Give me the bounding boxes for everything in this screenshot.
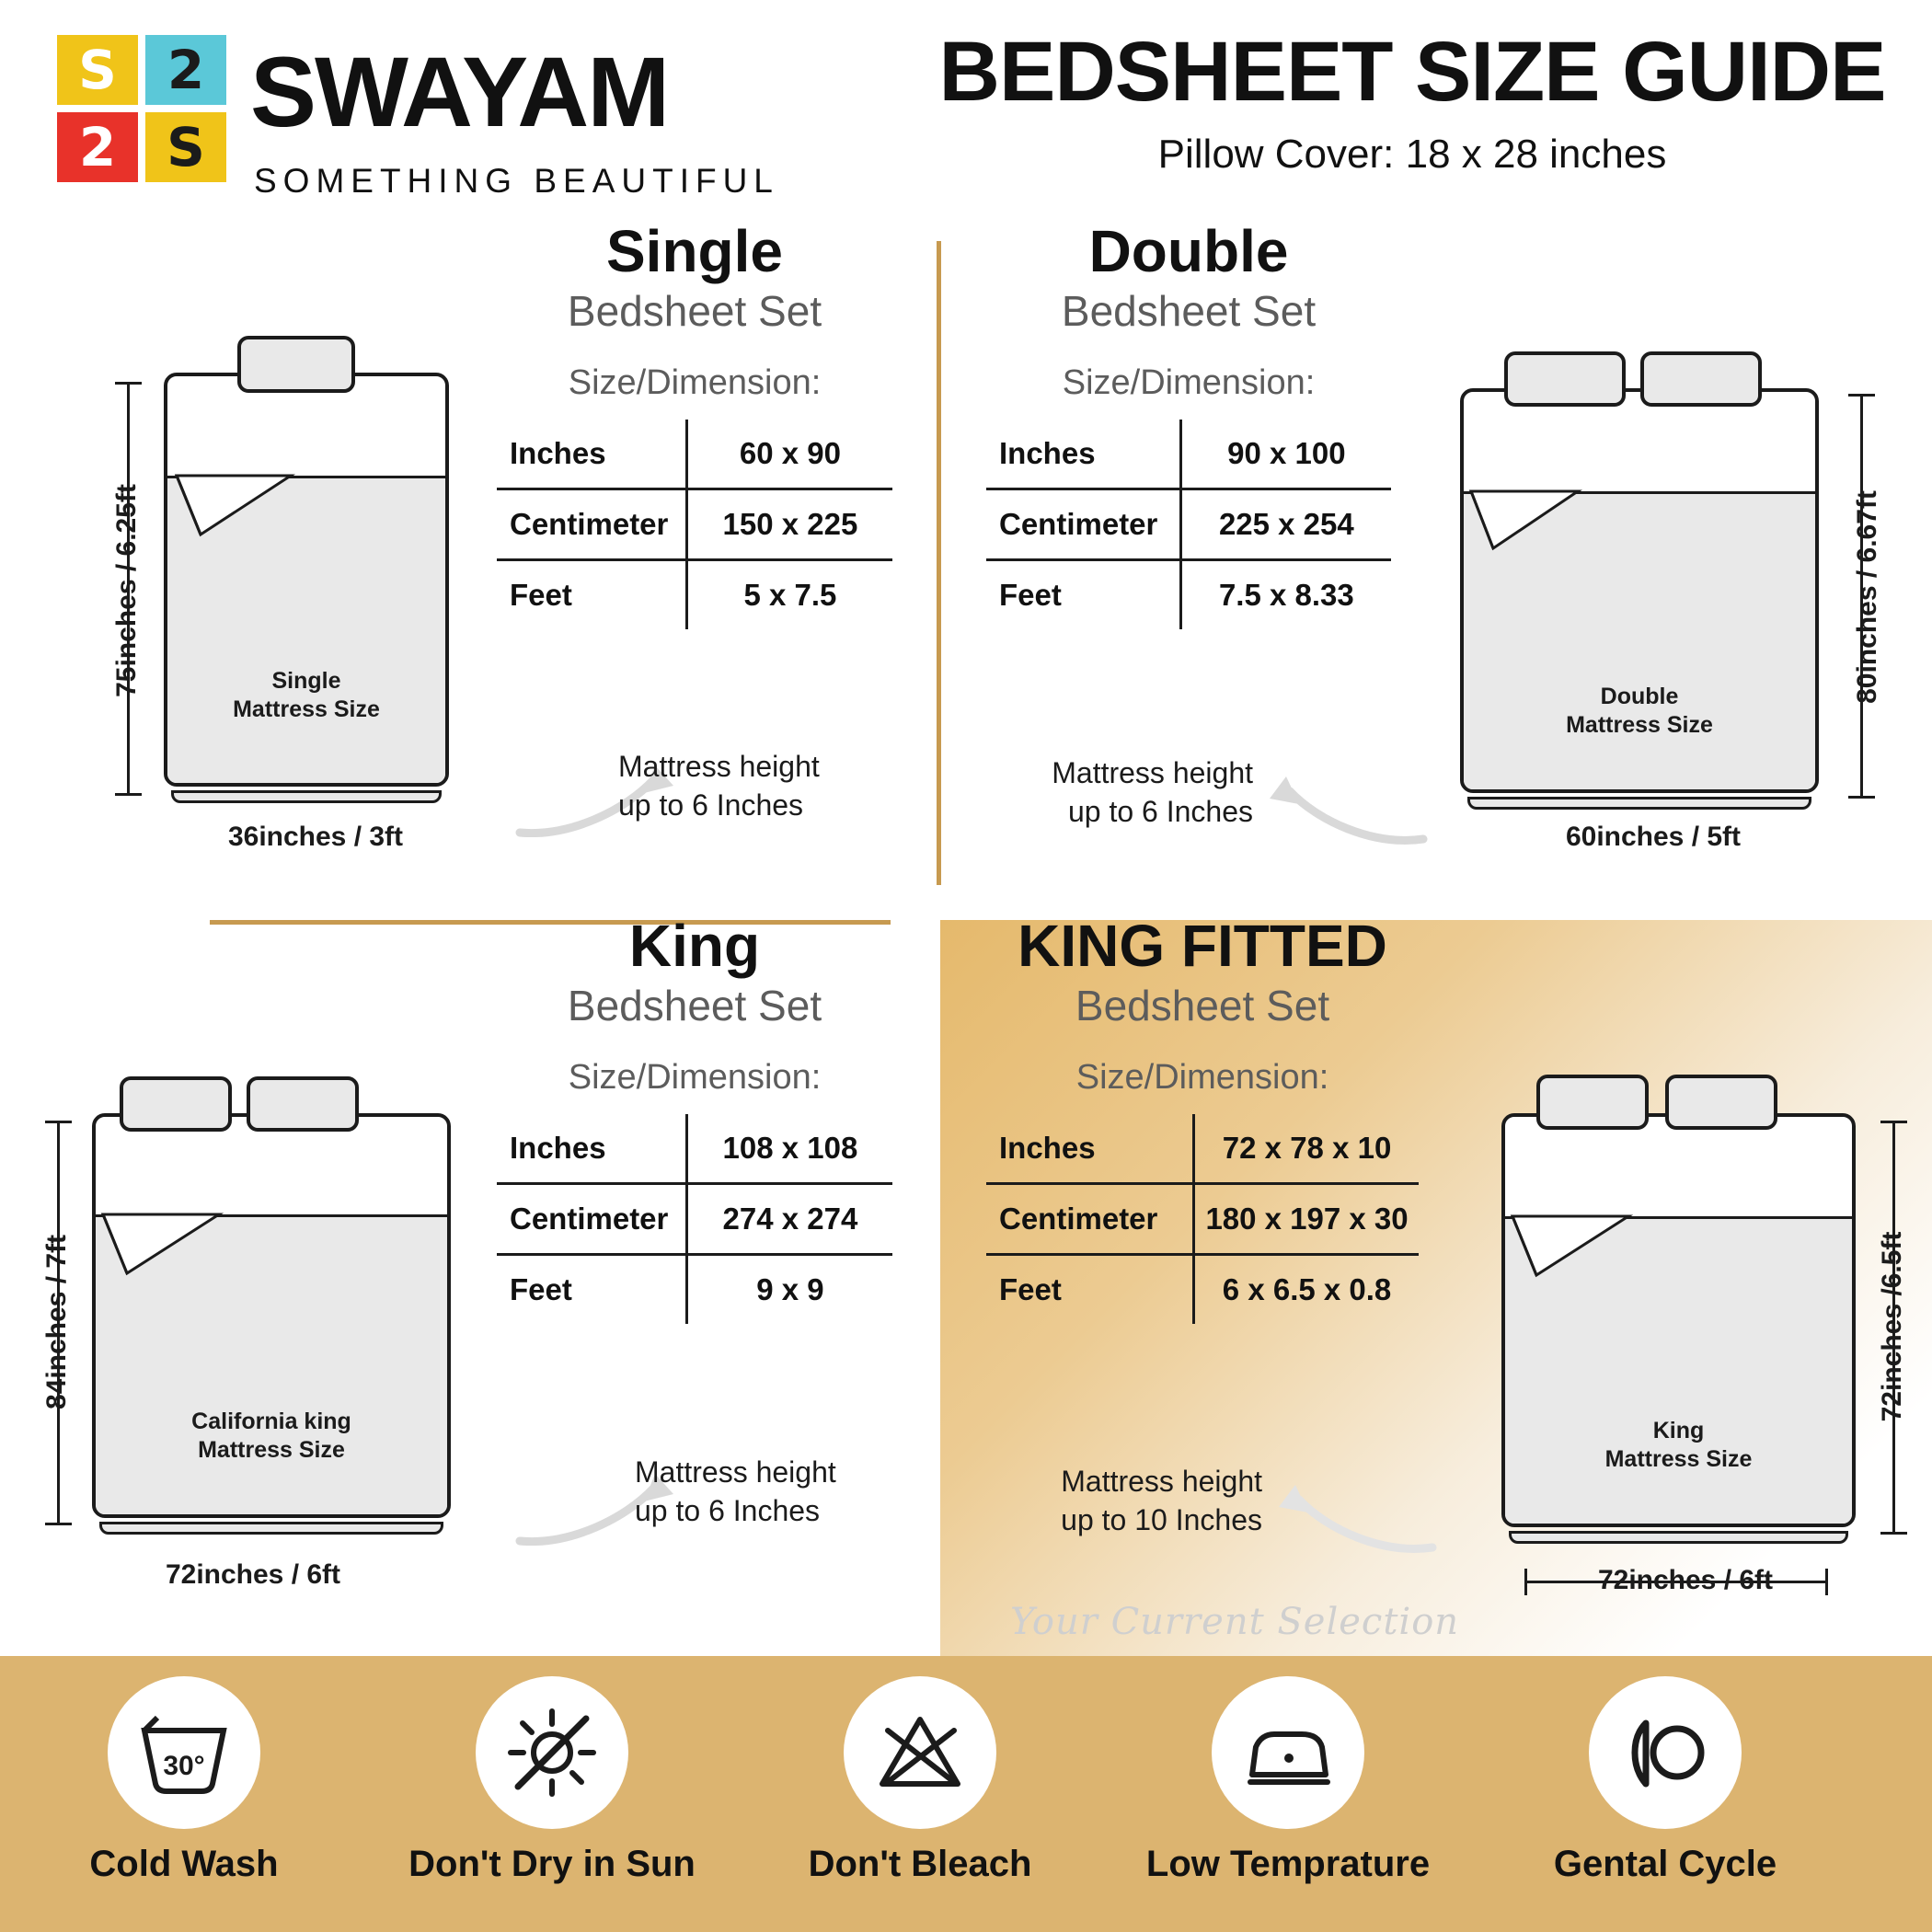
no-sun-dry-icon [476, 1676, 628, 1829]
care-label-gentle-cycle: Gental Cycle [1553, 1844, 1777, 1884]
gentle-cycle-icon [1589, 1676, 1742, 1829]
double-bed-label-line2: Mattress Size [1566, 712, 1713, 739]
double-height-label: 80inches / 6.67ft [1852, 490, 1882, 704]
care-item-no-sun-dry [359, 1676, 745, 1885]
double-pillow-left [1504, 351, 1626, 407]
double-bed-diagram [1460, 388, 1819, 793]
current-selection-note: Your Current Selection [1009, 1601, 1460, 1643]
king-set-label: Bedsheet Set [567, 982, 822, 1030]
table-row [986, 560, 1391, 630]
single-bed-foot [171, 790, 442, 803]
single-row-inches-key: Inches [497, 420, 686, 489]
king-mh-line1: Mattress height [635, 1455, 836, 1489]
table-row [986, 1255, 1419, 1325]
king-fitted-size-dimension-label: Size/Dimension: [1075, 1058, 1329, 1098]
care-item-cold-wash [0, 1676, 377, 1885]
single-row-cm-key: Centimeter [497, 489, 686, 560]
kf-bed-foot [1509, 1531, 1848, 1544]
cold-wash-icon [108, 1676, 260, 1829]
king-pillow-right [247, 1076, 359, 1132]
single-width-label: 36inches / 3ft [164, 822, 467, 853]
low-temperature-iron-icon [1212, 1676, 1364, 1829]
kf-mh-line2: up to 10 Inches [1061, 1502, 1262, 1536]
double-bed-foot [1467, 797, 1811, 810]
double-mattress-arrow-icon [1253, 764, 1428, 846]
king-bed-label [92, 1408, 451, 1466]
table-row [497, 1184, 892, 1255]
king-title: King [628, 913, 761, 979]
kf-row-inches-value: 72 x 78 x 10 [1194, 1114, 1419, 1184]
single-title: Single [605, 218, 784, 284]
care-label-no-bleach: Don't Bleach [808, 1844, 1032, 1884]
no-sun-dry-glyph [501, 1702, 603, 1803]
double-info-panel [986, 218, 1391, 629]
care-label-low-temperature: Low Temprature [1145, 1844, 1431, 1884]
care-instructions-bar [0, 1656, 1932, 1932]
king-height-label: 84inches / 7ft [41, 1234, 72, 1410]
double-bed-label-line1: Double [1600, 684, 1679, 709]
kf-height-label: 72inches /6.5ft [1877, 1231, 1907, 1422]
page-title: BEDSHEET SIZE GUIDE [938, 25, 1886, 119]
single-fold-icon [173, 474, 311, 547]
single-mattress-height-note [618, 748, 894, 824]
logo-tile-1 [57, 35, 138, 105]
table-row [497, 1114, 892, 1184]
single-row-feet-key: Feet [497, 560, 686, 630]
single-bed-label [164, 667, 449, 725]
section-single [0, 218, 938, 911]
single-size-dimension-label: Size/Dimension: [568, 363, 822, 403]
king-fitted-bed-diagram [1501, 1113, 1856, 1527]
single-set-label: Bedsheet Set [567, 287, 822, 336]
double-row-inches-value: 90 x 100 [1180, 420, 1391, 489]
care-label-no-sun-dry: Don't Dry in Sun [408, 1844, 696, 1884]
king-fitted-dimensions-table [986, 1114, 1419, 1324]
king-size-dimension-label: Size/Dimension: [568, 1058, 822, 1098]
section-king-fitted [940, 913, 1932, 1656]
care-label-cold-wash: Cold Wash [89, 1844, 279, 1884]
logo-tile-3 [57, 112, 138, 182]
table-row [497, 560, 892, 630]
king-bed-label-line2: Mattress Size [198, 1437, 345, 1464]
logo-tile-4 [145, 112, 226, 182]
table-row [497, 489, 892, 560]
brand-name: SWAYAM [250, 36, 669, 147]
king-fold-icon [99, 1213, 247, 1286]
single-pillow [237, 336, 355, 393]
double-row-cm-key: Centimeter [986, 489, 1180, 560]
brand-tagline: SOMETHING BEAUTIFUL [254, 162, 779, 200]
king-bed-label-line1: California king [191, 1409, 351, 1434]
king-fitted-set-label: Bedsheet Set [1075, 982, 1330, 1030]
kf-pillow-right [1665, 1075, 1777, 1130]
table-row [986, 1114, 1419, 1184]
care-item-gentle-cycle [1472, 1676, 1858, 1885]
king-width-label: 72inches / 6ft [92, 1559, 414, 1591]
single-row-cm-value: 150 x 225 [686, 489, 892, 560]
king-row-inches-key: Inches [497, 1114, 686, 1184]
double-set-label: Bedsheet Set [1061, 287, 1317, 336]
iron-glyph [1237, 1707, 1339, 1799]
king-row-feet-value: 9 x 9 [756, 1272, 824, 1307]
king-fitted-info-panel [986, 915, 1419, 1324]
no-bleach-glyph [869, 1707, 971, 1799]
logo-tile-2 [145, 35, 226, 105]
king-fitted-mattress-arrow-icon [1262, 1472, 1437, 1555]
double-pillow-right [1640, 351, 1762, 407]
kf-width-label: 72inches / 6ft [1597, 1565, 1774, 1595]
king-mattress-height-note [635, 1454, 929, 1530]
single-row-feet-value: 5 x 7.5 [743, 578, 837, 613]
king-fitted-mattress-height-note [959, 1463, 1262, 1539]
king-row-inches-value: 108 x 108 [686, 1114, 892, 1184]
logo-mark-icon [57, 35, 236, 182]
kf-bed-label [1501, 1417, 1856, 1475]
single-dimensions-table [497, 420, 892, 629]
double-row-feet-key: Feet [986, 560, 1180, 630]
double-title: Double [1088, 218, 1289, 284]
double-width-label: 60inches / 5ft [1492, 822, 1814, 853]
kf-pillow-left [1536, 1075, 1649, 1130]
double-row-cm-value: 225 x 254 [1180, 489, 1391, 560]
king-bed-diagram [92, 1113, 451, 1518]
table-row [986, 1184, 1419, 1255]
double-size-dimension-label: Size/Dimension: [1062, 363, 1316, 403]
double-dimensions-table [986, 420, 1391, 629]
table-row [497, 1255, 892, 1325]
logo-tile-3-glyph: 2 [78, 116, 117, 178]
svg-text:30°: 30° [163, 1751, 205, 1781]
king-dimensions-table [497, 1114, 892, 1324]
pillow-cover-note: Pillow Cover: 18 x 28 inches [1157, 131, 1667, 177]
section-king [0, 913, 938, 1656]
king-bed-foot [99, 1522, 443, 1535]
single-bed-label-line1: Single [271, 668, 341, 694]
kf-row-inches-key: Inches [986, 1114, 1194, 1184]
kf-row-cm-key: Centimeter [986, 1184, 1194, 1255]
double-row-feet-value: 7.5 x 8.33 [1218, 578, 1354, 613]
table-row [986, 489, 1391, 560]
king-row-cm-value: 274 x 274 [686, 1184, 892, 1255]
kf-row-cm-value: 180 x 197 x 30 [1194, 1184, 1419, 1255]
double-row-inches-key: Inches [986, 420, 1180, 489]
kf-mh-line1: Mattress height [1061, 1465, 1262, 1498]
kf-row-feet-value: 6 x 6.5 x 0.8 [1222, 1272, 1392, 1307]
kf-fold-icon [1509, 1214, 1656, 1288]
header [0, 0, 1932, 221]
kf-bed-label-line2: Mattress Size [1604, 1446, 1753, 1473]
single-height-label: 75inches / 6.25ft [111, 484, 142, 697]
no-bleach-icon [844, 1676, 996, 1829]
brand-logo [57, 35, 811, 200]
table-row [986, 420, 1391, 489]
double-mh-line1: Mattress height [1052, 756, 1253, 789]
king-pillow-left [120, 1076, 232, 1132]
double-mattress-height-note [959, 754, 1253, 831]
single-mh-line2: up to 6 Inches [618, 788, 804, 822]
single-row-inches-value: 60 x 90 [686, 420, 892, 489]
double-bed-label [1460, 683, 1819, 741]
cold-wash-glyph [133, 1707, 235, 1799]
logo-tile-1-glyph: S [78, 39, 117, 101]
king-row-feet-key: Feet [497, 1255, 686, 1325]
care-item-low-temperature [1095, 1676, 1481, 1885]
kf-bed-label-line1: King [1652, 1418, 1705, 1443]
king-row-cm-key: Centimeter [497, 1184, 686, 1255]
double-fold-icon [1467, 489, 1605, 563]
table-row [497, 420, 892, 489]
single-info-panel [497, 218, 892, 629]
king-info-panel [497, 915, 892, 1324]
title-block [929, 25, 1895, 178]
care-item-no-bleach [727, 1676, 1113, 1885]
single-mh-line1: Mattress height [618, 750, 820, 783]
gentle-cycle-glyph [1615, 1707, 1716, 1799]
logo-tile-2-glyph: 2 [167, 39, 205, 101]
logo-tile-4-glyph: S [167, 116, 205, 178]
king-fitted-title: KING FITTED [1018, 913, 1387, 979]
kf-row-feet-key: Feet [986, 1255, 1194, 1325]
king-mh-line2: up to 6 Inches [635, 1493, 821, 1527]
section-double [940, 218, 1932, 911]
double-mh-line2: up to 6 Inches [1067, 794, 1253, 828]
single-bed-label-line2: Mattress Size [233, 696, 380, 723]
single-bed-diagram [164, 373, 449, 787]
